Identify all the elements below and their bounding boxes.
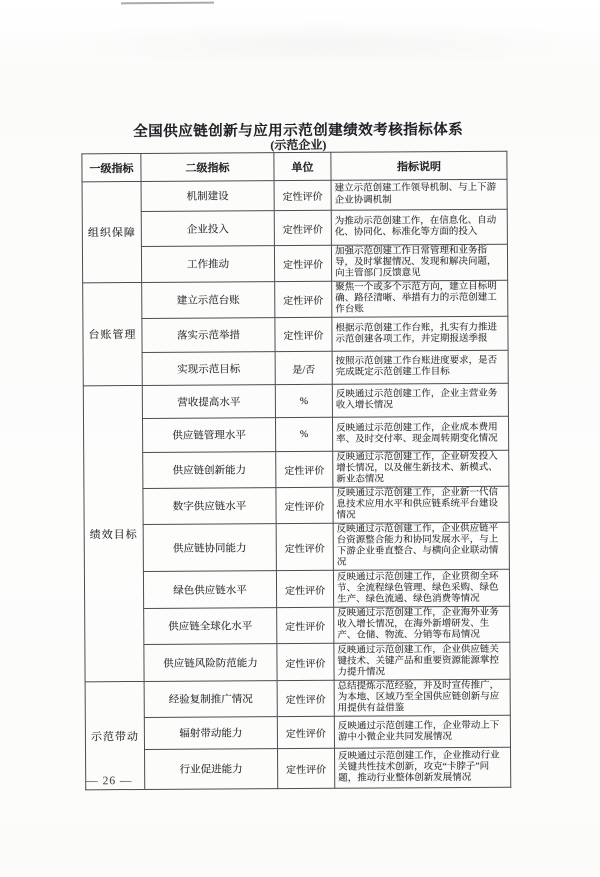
unit-cell: % bbox=[275, 417, 332, 451]
level2-cell: 实现示范目标 bbox=[142, 352, 275, 386]
description-cell: 反映通过示范创建工作，企业成本费用率、及时交付率、现金周转期变化情况 bbox=[332, 416, 508, 451]
unit-cell: 定性评价 bbox=[276, 571, 333, 608]
level2-cell: 机制建设 bbox=[141, 181, 274, 212]
description-cell: 反映通过示范创建工作，企业供应链平台资源整合能力和协同发展水平，与上下游企业垂直整合、与横向企业联动情况 bbox=[333, 522, 509, 570]
description-cell: 建立示范创建工作领导机制、与上下游企业协调机制 bbox=[331, 179, 507, 210]
level2-cell: 营收提高水平 bbox=[142, 385, 275, 419]
unit-cell: 定性评价 bbox=[274, 245, 331, 281]
document-title: 全国供应链创新与应用示范创建绩效考核指标体系 bbox=[133, 121, 464, 141]
level2-cell: 行业促进能力 bbox=[145, 749, 278, 790]
document-subtitle: (示范企业) bbox=[270, 137, 327, 153]
column-header-level2: 二级指标 bbox=[141, 153, 274, 182]
description-cell: 反映通过示范创建工作，企业带动上下游中小微企业共同发展情况 bbox=[334, 716, 510, 749]
level2-cell: 供应链风险防范能力 bbox=[144, 644, 277, 682]
unit-cell: 定性评价 bbox=[276, 487, 333, 523]
table-row bbox=[82, 179, 507, 212]
level2-cell: 供应链创新能力 bbox=[143, 452, 276, 489]
table-row bbox=[83, 383, 508, 419]
table-row bbox=[84, 569, 509, 609]
level2-cell: 建立示范台账 bbox=[142, 282, 275, 319]
table-row bbox=[83, 316, 508, 353]
level1-cell: 台账管理 bbox=[83, 283, 143, 386]
table-row bbox=[83, 416, 508, 453]
column-header-unit: 单位 bbox=[274, 152, 331, 180]
description-cell: 为推动示范创建工作，在信息化、自动化、协同化、标准化等方面的投入 bbox=[331, 209, 507, 245]
table-row bbox=[82, 244, 507, 283]
table-row bbox=[83, 350, 508, 386]
table-row bbox=[83, 280, 508, 319]
level1-cell: 绩效目标 bbox=[83, 386, 144, 683]
unit-cell: 定性评价 bbox=[277, 681, 334, 717]
unit-cell: 定性评价 bbox=[277, 608, 334, 644]
unit-cell: 定性评价 bbox=[276, 523, 333, 570]
unit-cell: 定性评价 bbox=[274, 180, 331, 210]
description-cell: 反映通过示范创建工作，企业供应链关键技术、关键产品和重要资源能源掌控力提升情况 bbox=[334, 643, 510, 681]
level2-cell: 经验复制推广情况 bbox=[144, 681, 277, 718]
description-cell: 反映通过示范创建工作，企业研发投入增长情况，以及催生新技术、新模式、新业态情况 bbox=[333, 450, 509, 487]
description-cell: 反映通过示范创建工作，企业海外业务收入增长情况，在海外新增研发、生产、仓储、物流、分销等布局情况 bbox=[334, 606, 510, 643]
description-cell: 按照示范创建工作台账进度要求，是否完成既定示范创建工作目标 bbox=[332, 350, 508, 384]
level2-cell: 辐射带动能力 bbox=[144, 717, 277, 750]
level2-cell: 工作推动 bbox=[141, 246, 274, 283]
table-row bbox=[85, 606, 510, 645]
table-row bbox=[86, 748, 511, 791]
indicator-table bbox=[81, 151, 511, 791]
unit-cell: 是/否 bbox=[275, 351, 332, 384]
description-cell: 反映通过示范创建工作，企业主营业务收入增长情况 bbox=[332, 383, 508, 417]
table-row bbox=[85, 680, 510, 719]
column-header-description: 指标说明 bbox=[331, 151, 507, 180]
unit-cell: 定性评价 bbox=[274, 210, 331, 245]
table-row bbox=[84, 486, 509, 525]
level2-cell: 供应链全球化水平 bbox=[144, 608, 277, 645]
table-row bbox=[85, 716, 510, 751]
unit-cell: 定性评价 bbox=[277, 717, 334, 749]
column-header-level1: 一级指标 bbox=[82, 153, 141, 181]
table-row bbox=[84, 522, 509, 572]
unit-cell: 定性评价 bbox=[277, 644, 334, 681]
unit-cell: 定性评价 bbox=[276, 451, 333, 487]
description-cell: 反映通过示范创建工作，企业贯彻全环节、全流程绿色管理、绿色采购、绿色生产、绿色流通、绿色消费等情况 bbox=[333, 569, 509, 607]
level2-cell: 绿色供应链水平 bbox=[143, 571, 276, 609]
unit-cell: 定性评价 bbox=[278, 749, 335, 789]
page-number: — 26 — bbox=[86, 775, 133, 788]
unit-cell: 定性评价 bbox=[275, 281, 332, 317]
level2-cell: 数字供应链水平 bbox=[143, 488, 276, 525]
level2-cell: 企业投入 bbox=[141, 211, 274, 247]
description-cell: 反映通过示范创建工作，企业推动行业关键共性技术创新，攻克“卡脖子”问题，推动行业整体创新发展情况 bbox=[335, 748, 511, 789]
unit-cell: 定性评价 bbox=[275, 317, 332, 351]
description-cell: 总结提炼示范经验，并及时宣传推广，为本地、区域乃至全国供应链创新与应用提供有益借鉴 bbox=[334, 680, 510, 717]
table-row bbox=[84, 450, 509, 489]
level1-cell: 组织保障 bbox=[82, 181, 142, 282]
header-row bbox=[82, 151, 507, 182]
level2-cell: 供应链管理水平 bbox=[142, 418, 275, 453]
unit-cell: % bbox=[275, 384, 332, 417]
level1-cell: 示范带动 bbox=[85, 682, 145, 790]
level2-cell: 落实示范举措 bbox=[142, 318, 275, 353]
description-cell: 聚焦一个或多个示范方向，建立目标明确、路径清晰、举措有力的示范创建工作台账 bbox=[332, 280, 508, 317]
table-row bbox=[85, 643, 510, 683]
table-row bbox=[82, 209, 507, 247]
description-cell: 加强示范创建工作日常管理和业务指导，及时掌握情况、发现和解决问题，向主管部门反馈意见 bbox=[331, 244, 507, 281]
description-cell: 根据示范创建工作台账，扎实有力推进示范创建各项工作，并定期报送季报 bbox=[332, 316, 508, 351]
description-cell: 反映通过示范创建工作，企业新一代信息技术应用水平和供应链系统平台建设情况 bbox=[333, 486, 509, 523]
level2-cell: 供应链协同能力 bbox=[143, 524, 276, 572]
